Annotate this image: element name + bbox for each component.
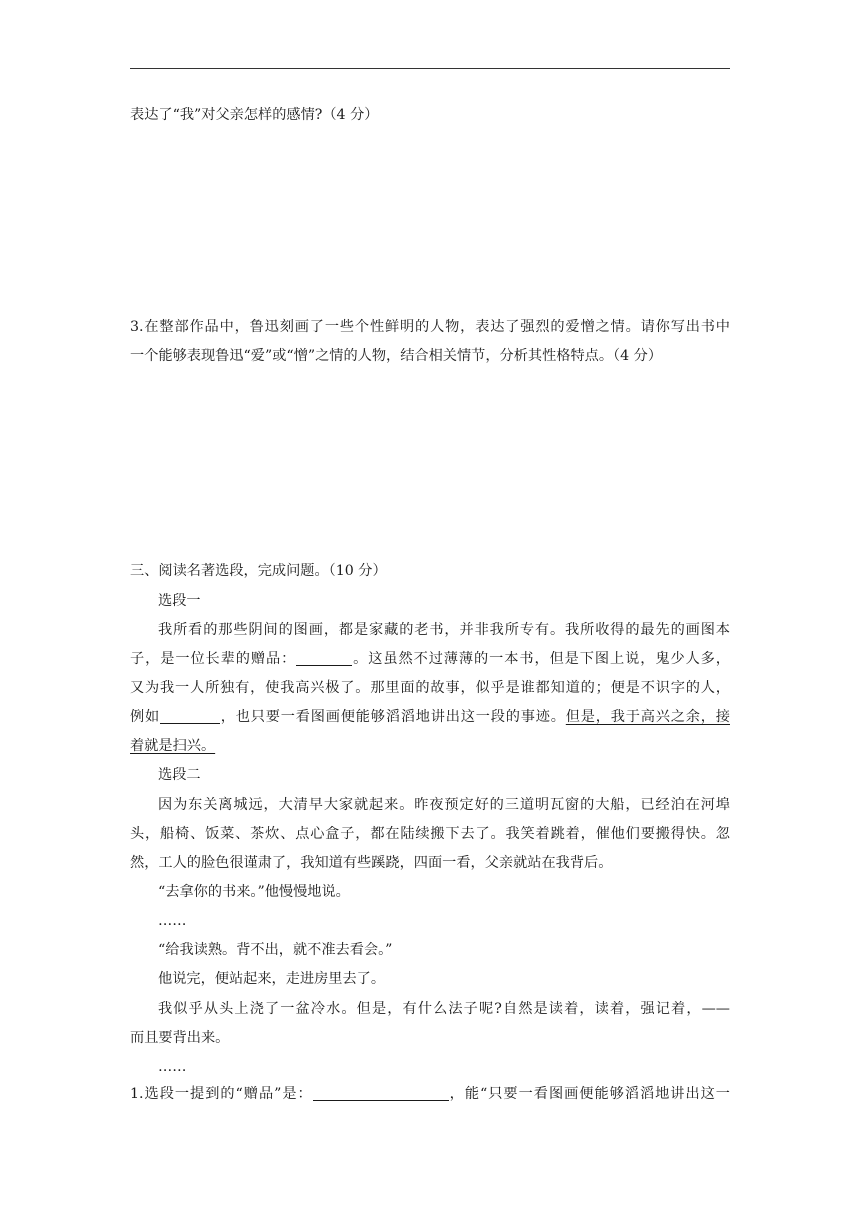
question-1-start: 1.选段一提到的“赠品”是：	[130, 1086, 313, 1102]
excerpt-2-quote-1: “去拿你的书来。”他慢慢地说。	[158, 884, 350, 900]
example-answer-blank	[160, 709, 220, 724]
excerpt-2-line-2: 头，船椅、饭菜、茶炊、点心盒子，都在陆续搬下去了。我笑着跳着，催他们要搬得快。忽	[130, 826, 730, 842]
underlined-phrase-1: 但是，我于高兴之余，接	[565, 709, 730, 725]
section-3-heading: 三、阅读名著选段，完成问题。（10 分）	[130, 563, 387, 579]
excerpt-1-line-4-middle: ，也只要一看图画便能够滔滔地讲出这一段的事迹。	[220, 709, 566, 725]
excerpt-1-line-2-start: 子，是一位长辈的赠品：	[130, 651, 297, 667]
excerpt-1-line-3: 又为我一人所独有，使我高兴极了。那里面的故事，似乎是谁都知道的；便是不识字的人，	[130, 680, 730, 696]
excerpt-2-quote-2: “给我读熟。背不出，就不准去看会。”	[158, 942, 393, 958]
excerpt-2-line-leave: 他说完，便站起来，走进房里去了。	[158, 971, 386, 987]
excerpt-2-ellipsis-2: ……	[158, 1059, 187, 1075]
excerpt-1-line-2-end: 。这虽然不过薄薄的一本书，但是下图上说，鬼少人多，	[352, 651, 730, 667]
question-1-end: ，能“只要一看图画便能够滔滔地讲出这一	[448, 1086, 730, 1102]
underlined-phrase-2: 着就是扫兴。	[130, 738, 216, 754]
excerpt-1-line-1: 我所看的那些阴间的图画，都是家藏的老书，并非我所专有。我所收得的最先的画图本	[158, 622, 730, 638]
gift-answer-blank	[296, 651, 352, 666]
excerpt-2-ellipsis-1: ……	[158, 913, 187, 929]
question-2-tail: 表达了“我”对父亲怎样的感情?（4 分）	[130, 107, 379, 123]
excerpt-1-label: 选段一	[158, 593, 201, 609]
excerpt-2-line-water-1: 我似乎从头上浇了一盆冷水。但是，有什么法子呢?自然是读着，读着，强记着，——	[158, 1001, 730, 1017]
excerpt-1-line-4-start: 例如	[130, 709, 160, 725]
question-3-line-2: 一个能够表现鲁迅“爱”或“憎”之情的人物，结合相关情节，分析其性格特点。（4 分）	[130, 348, 663, 364]
excerpt-2-line-1: 因为东关离城远，大清早大家就起来。昨夜预定好的三道明瓦窗的大船，已经泊在河埠	[158, 797, 730, 813]
excerpt-2-line-3: 然，工人的脸色很谨肃了，我知道有些蹊跷，四面一看，父亲就站在我背后。	[130, 855, 613, 871]
question-3-line-1: 3.在整部作品中，鲁迅刻画了一些个性鲜明的人物，表达了强烈的爱憎之情。请你写出书中	[130, 319, 730, 335]
excerpt-2-line-water-2: 而且要背出来。	[130, 1030, 230, 1046]
excerpt-1-line-2	[130, 650, 730, 668]
excerpt-1-line-4	[130, 708, 730, 726]
header-rule	[130, 68, 730, 69]
question-1-line	[130, 1085, 730, 1103]
question-1-answer-blank[interactable]	[313, 1086, 449, 1101]
excerpt-2-label: 选段二	[158, 767, 201, 783]
excerpt-1-line-5	[130, 737, 730, 755]
